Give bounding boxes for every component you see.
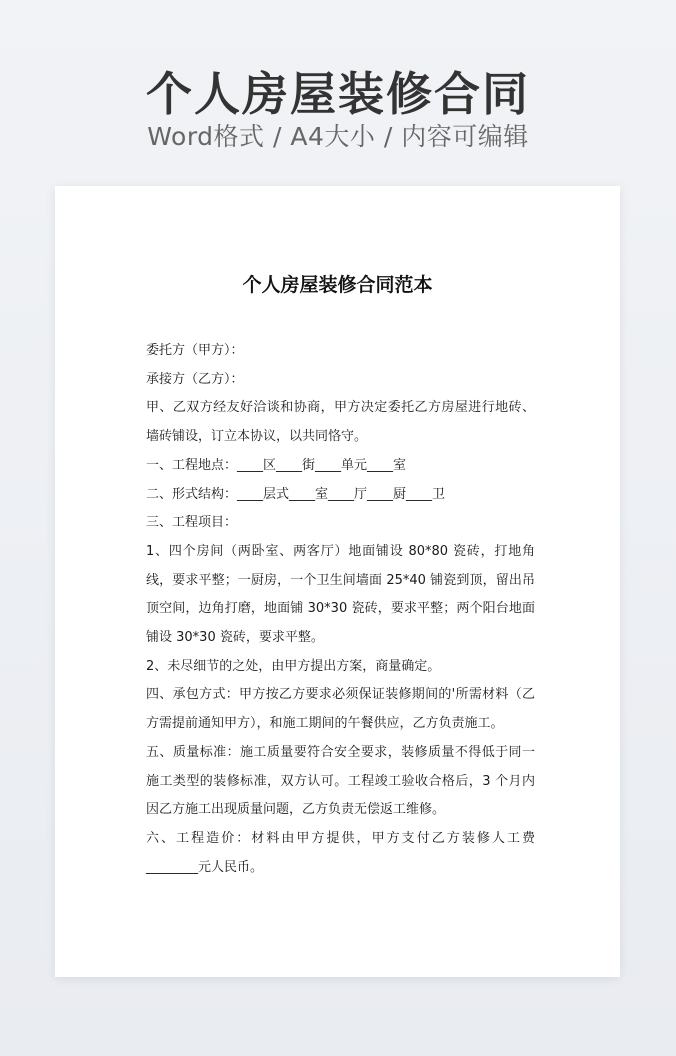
paragraph-cost: 六、工程造价：材料由甲方提供，甲方支付乙方装修人工费________元人民币。 bbox=[146, 830, 535, 875]
paragraph-contract-method: 四、承包方式：甲方按乙方要求必须保证装修期间的'所需材料（乙方需提前通知甲方），和施工期间的午餐供应，乙方负责施工。 bbox=[146, 687, 535, 732]
page-title: 个人房屋装修合同 bbox=[146, 67, 530, 121]
paragraph-item-2: 2、未尽细节的之处，由甲方提出方案，商量确定。 bbox=[146, 658, 441, 674]
document-page bbox=[55, 186, 620, 977]
paragraph-structure: 二、形式结构：____层式____室____厅____厨____卫 bbox=[146, 486, 446, 502]
paragraph-item-1: 1、四个房间（两卧室、两客厅）地面铺设 80*80 瓷砖，打地角线，要求平整；一厨房，一个卫生间墙面 25*40 铺瓷到顶，留出吊顶空间，边角打磨，地面铺 30*30 瓷砖，要求平整；两个阳台地面铺设 30*30 瓷砖，要求平整。 bbox=[146, 543, 535, 646]
page-subtitle: Word格式 / A4大小 / 内容可编辑 bbox=[147, 122, 529, 151]
document-body bbox=[146, 337, 535, 882]
paragraph-items-heading: 三、工程项目： bbox=[146, 515, 238, 531]
document-title: 个人房屋装修合同范本 bbox=[242, 274, 433, 296]
paragraph-party-a: 委托方（甲方）： bbox=[146, 343, 244, 358]
paragraph-intro: 甲、乙双方经友好洽谈和协商，甲方决定委托乙方房屋进行地砖、墙砖铺设，订立本协议，以共同恪守。 bbox=[146, 400, 535, 445]
paragraph-location: 一、工程地点：____区____街____单元____室 bbox=[146, 457, 407, 473]
paragraph-quality-standard: 五、质量标准：施工质量要符合安全要求，装修质量不得低于同一施工类型的装修标准，双方认可。工程竣工验收合格后，3 个月内因乙方施工出现质量问题，乙方负责无偿返工维修。 bbox=[146, 744, 535, 818]
paragraph-party-b: 承接方（乙方）： bbox=[146, 371, 244, 387]
